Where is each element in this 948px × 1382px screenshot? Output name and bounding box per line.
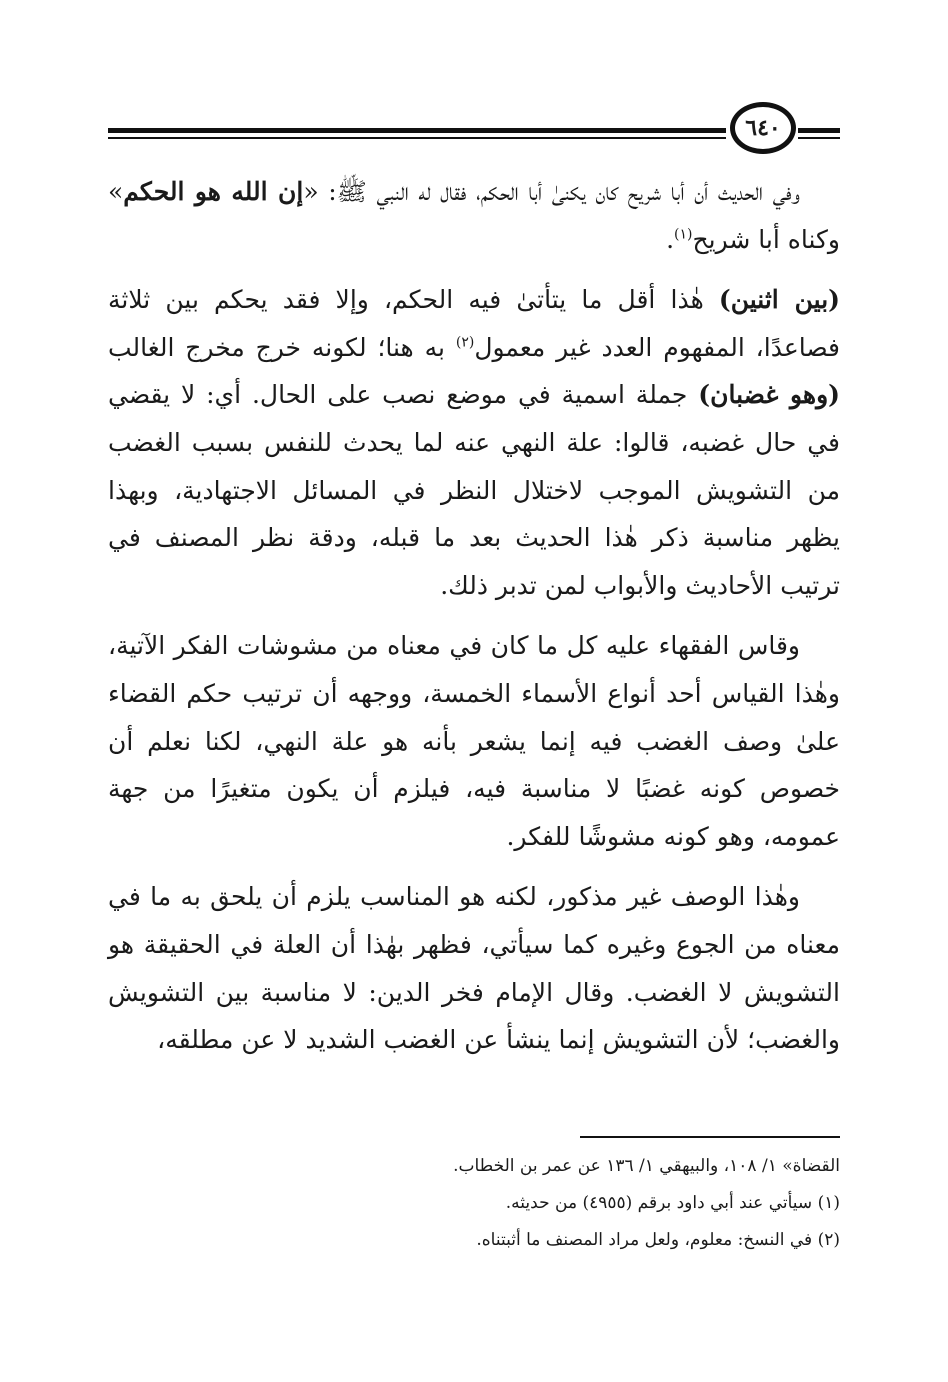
- text-run: وقاس الفقهاء عليه كل ما كان في معناه من مشوشات الفكر الآتية، وهٰذا القياس أحد أنواع الأسماء الخمسة، ووجهه أن ترتيب حكم القضاء علىٰ وصف الغضب فيه إنما يشعر بأنه هو علة النهي، لكنا نعلم أن خصوص كونه غضبًا لا مناسبة فيه، فيلزم أن يكون متغيرًا من جهة عمومه، وهو كونه مشوشًا للفكر.: [108, 631, 840, 851]
- header-rule-right-thin: [798, 137, 840, 139]
- bold-phrase: إن الله هو الحكم: [123, 177, 304, 206]
- header-rule-thick: [108, 128, 726, 133]
- text-run: .: [666, 224, 675, 254]
- header-rule-thin: [108, 137, 726, 139]
- bold-phrase: (بين اثنين): [718, 285, 840, 315]
- footnote-marker: (٢): [455, 334, 475, 351]
- text-run: وهٰذا الوصف غير مذكور، لكنه هو المناسب يلزم أن يلحق به ما في معناه من الجوع وغيره كما سيأتي، فظهر بهٰذا أن العلة في الحقيقة هو التشويش لا الغضب. وقال الإمام فخر الدين: لا مناسبة بين التشويش والغضب؛ لأن التشويش إنما ينشأ عن الغضب الشديد لا عن مطلقه،: [108, 882, 840, 1055]
- footnotes: [108, 1148, 840, 1259]
- header-rule-right-thick: [798, 128, 840, 133]
- text-run: جملة اسمية في موضع نصب على الحال. أي: لا يقضي في حال غضبه، قالوا: علة النهي عنه لما يحدث للنفس بسبب الغضب من التشويش الموجب لاختلال النظر في المسائل الاجتهادية، وبهذا يظهر مناسبة ذكر هٰذا الحديث بعد ما قبله، ودقة نظر المصنف في ترتيب الأحاديث والأبواب لمن تدبر ذلك.: [108, 380, 840, 600]
- text-run: هٰذا أقل ما يتأتىٰ فيه الحكم، وإلا فقد يحكم بين ثلاثة فصاعدًا، المفهوم العدد غير معمول: [108, 285, 840, 362]
- paragraph-4: [108, 873, 840, 1063]
- text-run: وفي الحديث أن أبا شريح كان يكنىٰ أبا الحكم، فقال له النبي ﷺ: «: [303, 177, 800, 206]
- footnote-continuation: القضاة» ١/ ١٠٨، والبيهقي ١/ ١٣٦ عن عمر بن الخطاب.: [453, 1156, 840, 1176]
- paragraph-3: [108, 622, 840, 860]
- text-run: به هنا؛ لكونه خرج مخرج الغالب: [108, 332, 456, 362]
- page-number: ٦٤٠: [730, 102, 796, 154]
- footnote-separator: [580, 1136, 840, 1138]
- footnote-2: (٢) في النسخ: معلوم، ولعل مراد المصنف ما أثبتناه.: [476, 1230, 840, 1250]
- footnote-1: (١) سيأتي عند أبي داود برقم (٤٩٥٥) من حديثه.: [505, 1193, 840, 1213]
- text-run: » وكناه أبا شريح: [108, 177, 840, 254]
- paragraph-1: [108, 168, 840, 263]
- footnote-marker: (١): [674, 226, 693, 243]
- paragraph-2: [108, 276, 840, 609]
- bold-phrase: (وهو غضبان): [698, 380, 841, 410]
- page-header: [108, 98, 840, 158]
- body-text: [108, 168, 840, 1077]
